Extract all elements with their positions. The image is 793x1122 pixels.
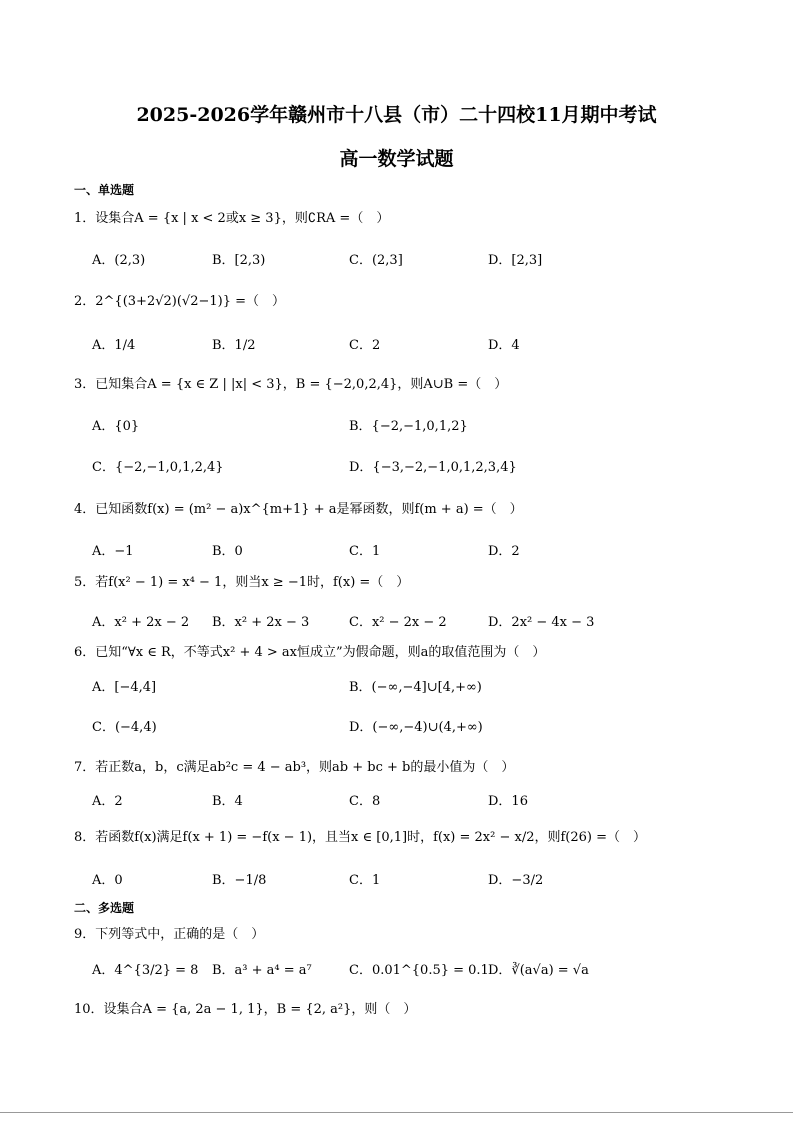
page-bottom-divider — [0, 1112, 793, 1113]
question-4: 4．已知函数f(x) = (m² − a)x^{m+1} + a是幂函数，则f(m + a) =（ ） — [74, 502, 523, 517]
q5-option-b: B．x² + 2x − 3 — [212, 615, 310, 630]
question-5: 5．若f(x² − 1) = x⁴ − 1，则当x ≥ −1时，f(x) =（ ） — [74, 575, 410, 590]
question-9: 9．下列等式中，正确的是（ ） — [74, 927, 265, 942]
q6-option-b: B．(−∞,−4]∪[4,+∞) — [349, 680, 482, 695]
q8-option-b: B．−1/8 — [212, 873, 267, 888]
q7-option-c: C．8 — [349, 794, 381, 809]
question-2: 2．2^{(3+2√2)(√2−1)} =（ ） — [74, 294, 285, 309]
q8-option-d: D．−3/2 — [488, 873, 544, 888]
q9-option-a: A．4^{3/2} = 8 — [92, 963, 199, 978]
q2-option-d: D．4 — [488, 338, 520, 353]
question-8: 8．若函数f(x)满足f(x + 1) = −f(x − 1)，且当x ∈ [0,1]时，f(x) = 2x² − x/2，则f(26) =（ ） — [74, 830, 646, 845]
q9-option-c: C．0.01^{0.5} = 0.1 — [349, 963, 489, 978]
q6-option-a: A．[−4,4] — [92, 680, 157, 695]
question-3: 3．已知集合A = {x ∈ Z | |x| < 3}，B = {−2,0,2,4}，则A∪B =（ ） — [74, 377, 508, 392]
question-10: 10．设集合A = {a, 2a − 1, 1}，B = {2, a²}，则（ ） — [74, 1002, 417, 1017]
q1-option-b: B．[2,3) — [212, 253, 266, 268]
q4-option-c: C．1 — [349, 544, 381, 559]
q5-option-d: D．2x² − 4x − 3 — [488, 615, 595, 630]
section-single-choice: 一、单选题 — [74, 183, 135, 197]
question-7: 7．若正数a，b，c满足ab²c = 4 − ab³，则ab + bc + b的最小值为（ ） — [74, 760, 515, 775]
q8-option-a: A．0 — [92, 873, 123, 888]
q3-option-c: C．{−2,−1,0,1,2,4} — [92, 460, 224, 475]
q1-option-a: A．(2,3) — [92, 253, 146, 268]
q3-option-a: A．{0} — [92, 419, 140, 434]
q4-option-b: B．0 — [212, 544, 243, 559]
q5-option-c: C．x² − 2x − 2 — [349, 615, 447, 630]
q4-option-d: D．2 — [488, 544, 520, 559]
q9-option-b: B．a³ + a⁴ = a⁷ — [212, 963, 312, 978]
q6-option-c: C．(−4,4) — [92, 720, 157, 735]
q7-option-d: D．16 — [488, 794, 528, 809]
q6-option-d: D．(−∞,−4)∪(4,+∞) — [349, 720, 483, 735]
q4-option-a: A．−1 — [92, 544, 134, 559]
q9-option-d: D．∛(a√a) = √a — [488, 963, 589, 978]
q1-option-d: D．[2,3] — [488, 253, 543, 268]
q7-option-a: A．2 — [92, 794, 123, 809]
q3-option-b: B．{−2,−1,0,1,2} — [349, 419, 468, 434]
q1-option-c: C．(2,3] — [349, 253, 403, 268]
question-1: 1．设集合A = {x | x < 2或x ≥ 3}，则∁RA =（ ） — [74, 211, 390, 226]
q2-option-c: C．2 — [349, 338, 381, 353]
exam-title: 2025-2026学年赣州市十八县（市）二十四校11月期中考试 — [136, 104, 657, 126]
section-multiple-choice: 二、多选题 — [74, 901, 135, 915]
q5-option-a: A．x² + 2x − 2 — [92, 615, 190, 630]
q2-option-a: A．1/4 — [92, 338, 136, 353]
q2-option-b: B．1/2 — [212, 338, 256, 353]
exam-subtitle: 高一数学试题 — [339, 148, 454, 170]
question-6: 6．已知“∀x ∈ R，不等式x² + 4 > ax恒成立”为假命题，则a的取值范围为（ ） — [74, 645, 546, 660]
q8-option-c: C．1 — [349, 873, 381, 888]
q3-option-d: D．{−3,−2,−1,0,1,2,3,4} — [349, 460, 517, 475]
q7-option-b: B．4 — [212, 794, 243, 809]
